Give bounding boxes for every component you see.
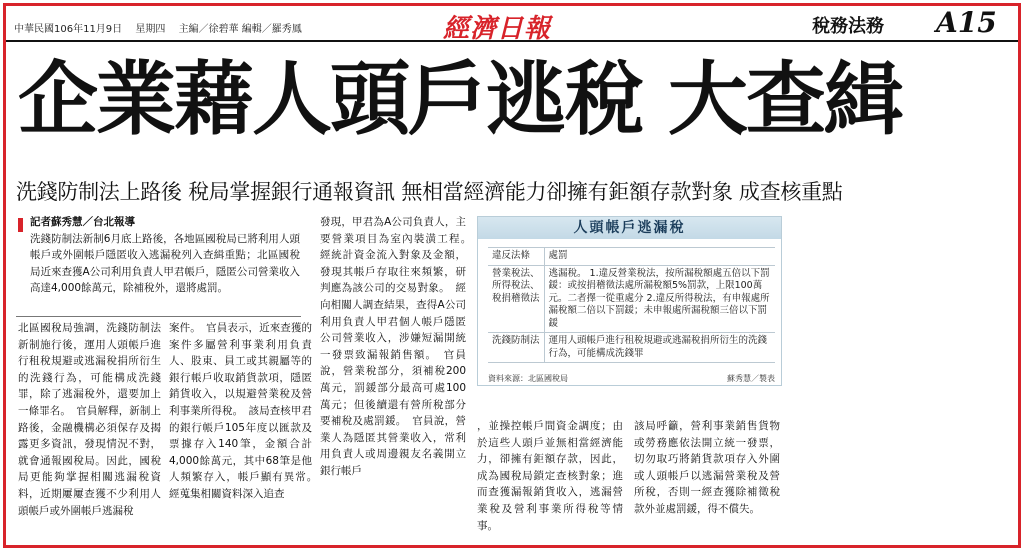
table-cell-law: 洗錢防制法 — [488, 333, 544, 363]
lead-column — [30, 214, 300, 314]
info-box — [477, 216, 782, 386]
column-divider — [16, 316, 301, 317]
lead-paragraph: 洗錢防制法新制6月底上路後，各地區國稅局已將利用人頭帳戶或外圍帳戶隱匿收入逃漏稅列入查緝重點；北區國稅局近來查獲A公司利用負責人甲君帳戶，隱匿公司營業收入高達4,000餘萬元，除補稅外，還將處罰。 — [30, 232, 300, 295]
byline-marker — [18, 218, 23, 232]
body-paragraph-2: 案件。 官員表示，近來查獲的案件多屬營利事業利用負責人、股東、員工或其親屬等的銀行帳戶收取銷貨款項，隱匿銷貨收入，以規避營業稅及營利事業所得稅。 該局查核甲君的銀行帳戶105年度以匯款及票據存入140筆，金額合計4,000餘萬元，其中68筆是他人頻繁存入，帳戶顯有異常。 經蒐集相關資料深入追查 — [169, 322, 323, 500]
body-column-2 — [169, 320, 323, 546]
table-row — [488, 248, 775, 266]
table-header-law: 違反法條 — [488, 248, 544, 266]
masthead — [6, 6, 1018, 42]
body-column-4 — [477, 418, 623, 546]
table-row — [488, 333, 775, 363]
byline: 記者蘇秀慧／台北報導 — [30, 216, 135, 228]
issue-weekday: 星期四 — [135, 24, 166, 35]
info-source: 資料來源：北區國稅局 — [488, 374, 568, 383]
newspaper-logo: 經濟日報 — [443, 14, 552, 44]
page-number: A15 — [936, 6, 997, 39]
body-paragraph-4: ，並操控帳戶間資金調度；由於這些人頭戶並無相當經濟能力，卻擁有鉅額存款，因此，成為國稅局鎖定查核對象；進而查獲漏報銷貨收入，逃漏營業稅及營利事業所得稅等情事。 — [477, 420, 623, 532]
table-cell-penalty: 運用人頭帳戶進行租稅規避或逃漏稅捐所衍生的洗錢行為，可能構成洗錢罪 — [544, 333, 775, 363]
body-paragraph-1: 北區國稅局強調，洗錢防制法新制施行後，運用人頭帳戶進行租稅規避或逃漏稅捐所衍生的洗錢行為，可能構成洗錢罪，除了逃漏稅外，還要加上一條罪名。 官員解釋，新制上路後，金融機構必須保存及揭露更多資訊，發現情況不對，就會通報國稅局。因此，國稅局更能夠掌握相關逃漏稅資料，近期屢屢查獲不少利用人頭帳戶或外圍帳戶逃漏稅 — [18, 322, 161, 517]
body-paragraph-3: 發現，甲君為A公司負責人，主要營業項目為室內裝潢工程。 經統計資金流入對象及金額，發現其帳戶存取往來頻繁，研判應為該公司的交易對象。 經向相關人調查結果，查得A公司利用負責人甲君個人帳戶隱匿公司營業收入，涉嫌短漏開統一發票致漏報銷售額。 官員說，營業稅部分，須補稅200萬元，罰鍰部分最高可處100萬元；但後續還有營所稅部分要補稅及處罰鍰。 官員說，營業人為隱匿其營業收入，常利用負責人或周邊親友名義開立銀行帳戶 — [320, 216, 477, 477]
subheadline: 洗錢防制法上路後 稅局掌握銀行通報資訊 無相當經濟能力卻擁有鉅額存款對象 成查核重點 — [16, 180, 843, 204]
info-credit: 蘇秀慧／製表 — [727, 374, 775, 383]
body-column-1 — [18, 320, 161, 546]
table-cell-penalty: 逃漏稅。 1.違反營業稅法，按所漏稅額處五倍以下罰鍰：或按捐稽徵法處所漏稅額5%罰款，上限100萬元。二者擇一從重處分 2.違反所得稅法，有申報處所漏稅額二倍以下罰鍰；未申報處所漏稅額三倍以下罰鍰 — [544, 265, 775, 333]
body-paragraph-5: 該局呼籲，營利事業銷售貨物或勞務應依法開立統一發票，切勿取巧將銷貨款項存入外圍或人頭帳戶以逃漏營業稅及營所稅，否則一經查獲除補徵稅款外並處罰鍰，得不償失。 — [634, 420, 780, 515]
issue-date: 中華民國106年11月9日 — [14, 24, 123, 35]
headline: 企業藉人頭戶逃稅 大查緝 — [18, 53, 902, 146]
info-box-footer — [488, 373, 775, 384]
info-table — [488, 247, 775, 363]
editors: 主編／徐碧華 編輯／羅秀鳳 — [178, 24, 302, 35]
table-row — [488, 265, 775, 333]
table-cell-law: 營業稅法、所得稅法、稅捐稽徵法 — [488, 265, 544, 333]
body-column-5 — [634, 418, 780, 546]
table-header-penalty: 處罰 — [544, 248, 775, 266]
section-name: 稅務法務 — [812, 16, 884, 37]
body-column-3 — [320, 214, 477, 546]
info-box-title: 人頭帳戶逃漏稅 — [478, 217, 781, 239]
newspaper-page — [3, 3, 1021, 548]
masthead-info — [14, 20, 312, 35]
